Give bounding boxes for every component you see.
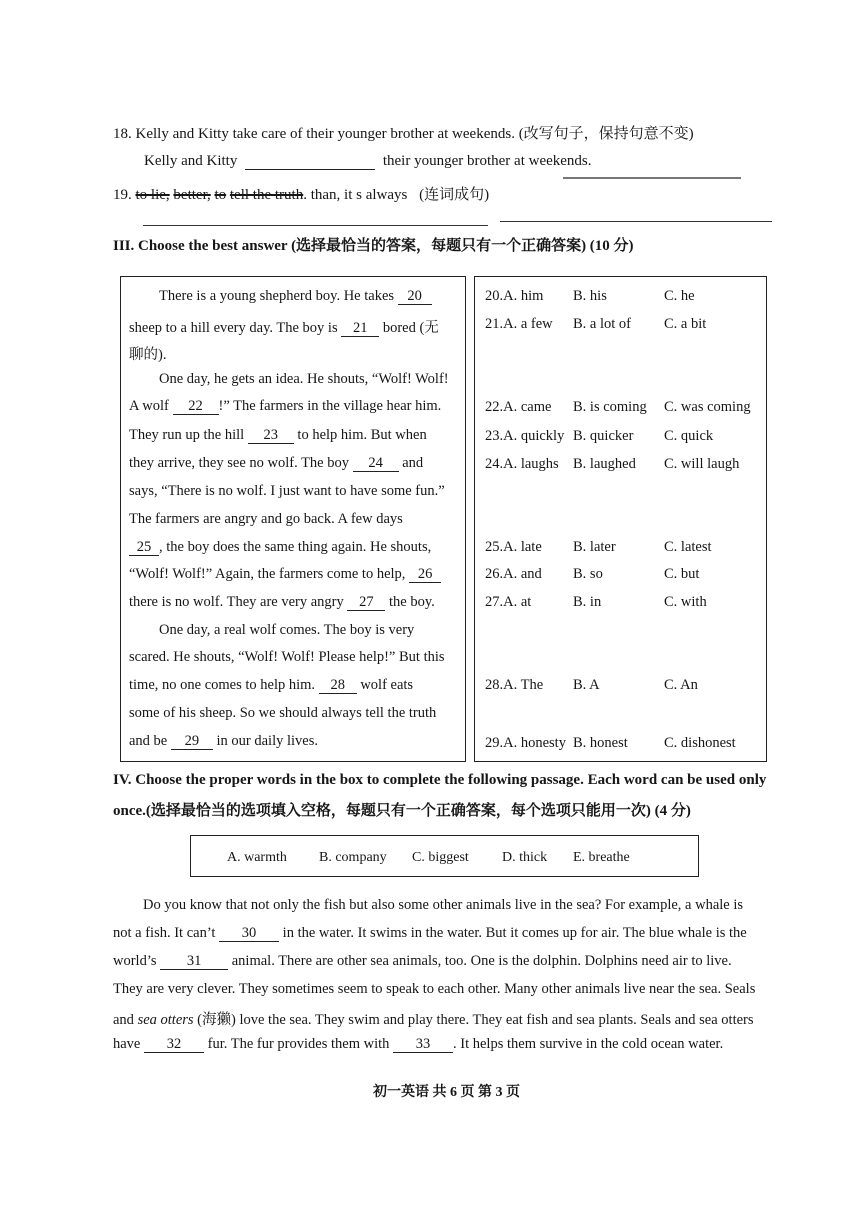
q19-answer-line-right[interactable] <box>500 221 772 222</box>
option-c[interactable]: C. An <box>664 677 698 693</box>
word-option: A. warmth <box>227 850 287 865</box>
blank-27[interactable]: 27 <box>347 594 385 611</box>
word-option: C. biggest <box>412 850 469 865</box>
option-a[interactable]: 23.A. quickly <box>485 428 565 444</box>
word-option: D. thick <box>502 850 548 865</box>
blank-21[interactable]: 21 <box>341 320 379 337</box>
option-c[interactable]: C. but <box>664 566 700 582</box>
option-b[interactable]: B. is coming <box>573 399 647 415</box>
section-4-title-line2: once.(选择最恰当的选项填入空格，每题只有一个正确答案，每个选项只能用一次) (4 分) <box>113 803 691 819</box>
option-a[interactable]: 28.A. The <box>485 677 544 693</box>
blank-30[interactable]: 30 <box>219 925 279 942</box>
question-18-text: 18. Kelly and Kitty take care of their younger brother at weekends. (改写句子，保持句意不变) <box>113 126 694 142</box>
passage-line: 25 , the boy does the same thing again. He shouts, <box>129 539 431 556</box>
option-c[interactable]: C. quick <box>664 428 714 444</box>
question-19-text: 19. to lie, better, to tell the truth. than, it s always (连词成句) <box>113 187 490 203</box>
option-c[interactable]: C. a bit <box>664 316 707 332</box>
blank-22[interactable]: 22 <box>173 398 219 415</box>
option-a[interactable]: 22.A. came <box>485 399 552 415</box>
option-a[interactable]: 20.A. him <box>485 288 544 304</box>
blank-20[interactable]: 20 <box>398 288 432 305</box>
passage2-line: and sea otters (海獭) love the sea. They swim and play there. They eat fish and sea plants. Seals and sea otters <box>113 1012 754 1028</box>
passage-line: They run up the hill 23 to help him. But when <box>129 427 427 443</box>
passage-line: there is no wolf. They are very angry 27 the boy. <box>129 594 435 610</box>
option-b[interactable]: B. in <box>573 594 602 610</box>
word-option: E. breathe <box>573 850 630 865</box>
passage-line: One day, a real wolf comes. The boy is very <box>159 622 415 638</box>
blank-31[interactable]: 31 <box>160 953 228 970</box>
passage2-line: They are very clever. They sometimes seem to speak to each other. Many other animals live near the sea. Seals <box>113 981 756 997</box>
option-b[interactable]: B. honest <box>573 735 628 751</box>
option-a[interactable]: 29.A. honesty <box>485 735 566 751</box>
passage-line: scared. He shouts, “Wolf! Wolf! Please help!” But this <box>129 649 445 665</box>
passage-line: time, no one comes to help him. 28 wolf eats <box>129 677 414 693</box>
option-c[interactable]: C. latest <box>664 539 712 555</box>
blank-33[interactable]: 33 <box>393 1036 453 1053</box>
blank-23[interactable]: 23 <box>248 427 294 444</box>
word-option: B. company <box>319 850 387 865</box>
passage2-line: not a fish. It can’t 30 in the water. It swims in the water. But it comes up for air. The blue whale is the <box>113 925 747 941</box>
passage-line: A wolf 22 !” The farmers in the village hear him. <box>129 398 442 414</box>
passage-line: sheep to a hill every day. The boy is 21 bored (无 <box>129 320 439 336</box>
option-b[interactable]: B. A <box>573 677 600 693</box>
option-b[interactable]: B. a lot of <box>573 316 631 332</box>
passage2-line: have 32 fur. The fur provides them with 33 . It helps them survive in the cold ocean water. <box>113 1036 724 1052</box>
blank-32[interactable]: 32 <box>144 1036 204 1053</box>
blank-28[interactable]: 28 <box>319 677 357 694</box>
option-b[interactable]: B. laughed <box>573 456 636 472</box>
passage-line: One day, he gets an idea. He shouts, “Wolf! Wolf! <box>159 371 449 387</box>
option-a[interactable]: 26.A. and <box>485 566 542 582</box>
passage-line: “Wolf! Wolf!” Again, the farmers come to help, 26 <box>129 566 441 583</box>
passage-line: 聊的). <box>129 347 167 363</box>
option-c[interactable]: C. dishonest <box>664 735 736 751</box>
passage-line: some of his sheep. So we should always tell the truth <box>129 705 437 721</box>
passage2-line: world’s 31 animal. There are other sea animals, too. One is the dolphin. Dolphins need air to live. <box>113 953 732 969</box>
section-3-title: III. Choose the best answer (选择最恰当的答案，每题只有一个正确答案) (10 分) <box>113 238 634 254</box>
passage2-line: Do you know that not only the fish but also some other animals live in the sea? For example, a whale is <box>143 897 744 913</box>
option-a[interactable]: 27.A. at <box>485 594 532 610</box>
q18-answer-blank[interactable] <box>245 153 375 170</box>
question-18-rewrite <box>144 153 592 170</box>
q18-prefix: Kelly and Kitty <box>144 153 238 169</box>
passage-line: There is a young shepherd boy. He takes 20 <box>159 288 432 305</box>
option-a[interactable]: 24.A. laughs <box>485 456 559 472</box>
q19-answer-line[interactable] <box>143 225 488 226</box>
option-c[interactable]: C. with <box>664 594 707 610</box>
blank-25[interactable]: 25 <box>129 539 159 556</box>
scan-artifact-line <box>563 177 741 179</box>
option-a[interactable]: 21.A. a few <box>485 316 553 332</box>
page-footer: 初一英语 共 6 页 第 3 页 <box>373 1085 520 1100</box>
passage-line: and be 29 in our daily lives. <box>129 733 318 749</box>
passage-line: says, “There is no wolf. I just want to have some fun.” <box>129 483 445 499</box>
option-b[interactable]: B. quicker <box>573 428 634 444</box>
option-b[interactable]: B. his <box>573 288 607 304</box>
option-c[interactable]: C. was coming <box>664 399 751 415</box>
option-b[interactable]: B. so <box>573 566 603 582</box>
q18-suffix: their younger brother at weekends. <box>382 153 592 169</box>
section-4-title-line1: IV. Choose the proper words in the box to complete the following passage. Each word can be used only <box>113 772 767 788</box>
passage-line: The farmers are angry and go back. A few days <box>129 511 403 527</box>
blank-24[interactable]: 24 <box>353 455 399 472</box>
option-c[interactable]: C. he <box>664 288 695 304</box>
passage-line: they arrive, they see no wolf. The boy 24 and <box>129 455 424 471</box>
option-b[interactable]: B. later <box>573 539 616 555</box>
blank-29[interactable]: 29 <box>171 733 213 750</box>
option-a[interactable]: 25.A. late <box>485 539 542 555</box>
option-c[interactable]: C. will laugh <box>664 456 740 472</box>
blank-26[interactable]: 26 <box>409 566 441 583</box>
